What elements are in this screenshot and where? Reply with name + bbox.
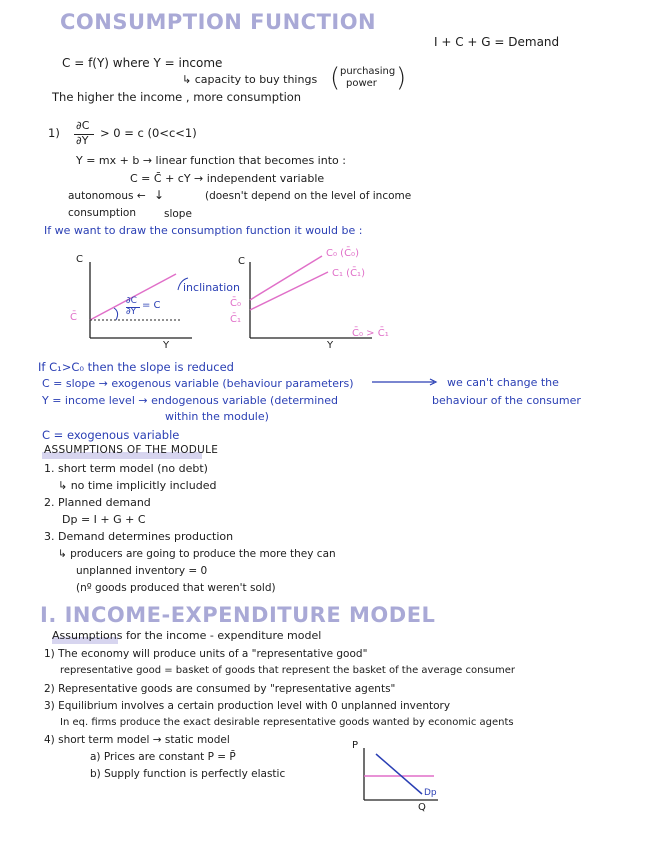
demand-line [376, 754, 422, 794]
consumption-label: consumption [68, 207, 136, 219]
graph2-y-label: C [238, 256, 245, 267]
inventory-definition: (nº goods produced that weren't sold) [76, 582, 276, 594]
assumption-1-detail: ↳ no time implicitly included [58, 479, 217, 492]
slope-reduced-note: If C₁>C₀ then the slope is reduced [38, 360, 234, 374]
exogenous-note: C = slope → exogenous variable (behaviour parameters) [42, 377, 354, 390]
assumptions-heading: ASSUMPTIONS OF THE MODULE [44, 444, 219, 456]
assumption-2: 2. Planned demand [44, 496, 151, 509]
section-heading: I. INCOME-EXPENDITURE MODEL [40, 603, 436, 627]
linear-function-line: Y = mx + b → linear function that becomes into : [76, 154, 346, 167]
planned-demand-equation: Dp = I + G + C [62, 513, 146, 526]
intercept-comparison: C̄₀ > C̄₁ [352, 328, 389, 339]
slope-denominator: ∂Y [126, 307, 137, 317]
page-title: CONSUMPTION FUNCTION [60, 10, 377, 34]
fraction-denominator: ∂Y [76, 134, 89, 147]
line-c0-label: C₀ (C̄₀) [326, 248, 359, 259]
graph1-intercept-label: C̄ [70, 312, 77, 323]
slope-annotation [126, 296, 176, 322]
behaviour-note-1: we can't change the [447, 376, 559, 389]
paren-right: ) [396, 63, 407, 93]
graph1-x-label: Y [163, 340, 170, 351]
income-explanation: ↳ capacity to buy things [182, 73, 318, 86]
behaviour-note-2: behaviour of the consumer [432, 394, 581, 407]
demand-curve-label: Dp [424, 788, 437, 798]
bracket-line-1: purchasing [340, 66, 396, 77]
constant-prices-note: a) Prices are constant P = P̄ [90, 751, 236, 763]
price-quantity-graph [350, 742, 450, 812]
representative-good-definition: representative good = basket of goods that represent the basket of the average consumer [60, 665, 516, 676]
consumption-equation: C = C̄ + cY → independent variable [130, 172, 325, 185]
derivative-fraction [74, 120, 96, 150]
graph1-y-label: C [76, 254, 83, 265]
consumption-line-c0 [250, 256, 322, 300]
model-assumption-3: 3) Equilibrium involves a certain production level with 0 unplanned inventory [44, 700, 451, 712]
bracket-line-2: power [346, 78, 377, 89]
graph3-y-label: P [352, 740, 359, 751]
endogenous-note-cont: within the module) [165, 410, 269, 423]
item-number: 1) [48, 126, 60, 140]
inclination-label: inclination [183, 281, 240, 294]
purchasing-power-note [330, 62, 408, 92]
intercept-c1-label: C̄₁ [230, 314, 241, 325]
exogenous-variable-note: C = exogenous variable [42, 428, 180, 442]
independent-note: (doesn't depend on the level of income [205, 190, 412, 202]
assumption-3: 3. Demand determines production [44, 530, 234, 543]
model-assumption-2: 2) Representative goods are consumed by "representative agents" [44, 683, 396, 695]
consumption-line-c1 [250, 272, 328, 310]
autonomous-label: autonomous ← [68, 190, 146, 202]
graph3-x-label: Q [418, 802, 426, 813]
assumption-3-detail: ↳ producers are going to produce the more they can [58, 548, 336, 560]
assumption-1: 1. short term model (no debt) [44, 462, 208, 475]
slope-equals: = C [142, 300, 161, 311]
graph2-x-label: Y [327, 340, 334, 351]
intercept-c0-label: C̄₀ [230, 298, 241, 309]
model-assumption-1: 1) The economy will produce units of a "representative good" [44, 648, 368, 660]
slope-label: slope [164, 208, 192, 220]
consumption-definition: C = f(Y) where Y = income [62, 56, 223, 70]
slope-numerator: ∂C [126, 296, 137, 306]
demand-equation: I + C + G = Demand [434, 35, 560, 49]
endogenous-note: Y = income level → endogenous variable (determined [42, 394, 339, 407]
slope-angle-arc [114, 308, 118, 320]
derivative-condition: > 0 = c (0<c<1) [100, 126, 197, 140]
down-arrow: ↓ [154, 188, 165, 202]
model-assumption-4: 4) short term model → static model [44, 734, 230, 746]
long-arrow [372, 377, 442, 387]
fraction-numerator: ∂C [76, 119, 90, 132]
elastic-supply-note: b) Supply function is perfectly elastic [90, 768, 286, 780]
line-c1-label: C₁ (C̄₁) [332, 268, 365, 279]
equilibrium-detail: In eq. firms produce the exact desirable representative goods wanted by economic agents [60, 717, 514, 728]
paren-left: ( [330, 63, 341, 93]
higher-income-note: The higher the income , more consumption [52, 90, 302, 104]
unplanned-inventory-note: unplanned inventory = 0 [76, 565, 208, 577]
draw-instruction: If we want to draw the consumption function it would be : [44, 224, 363, 237]
section-subheading: Assumptions for the income - expenditure model [52, 629, 322, 642]
